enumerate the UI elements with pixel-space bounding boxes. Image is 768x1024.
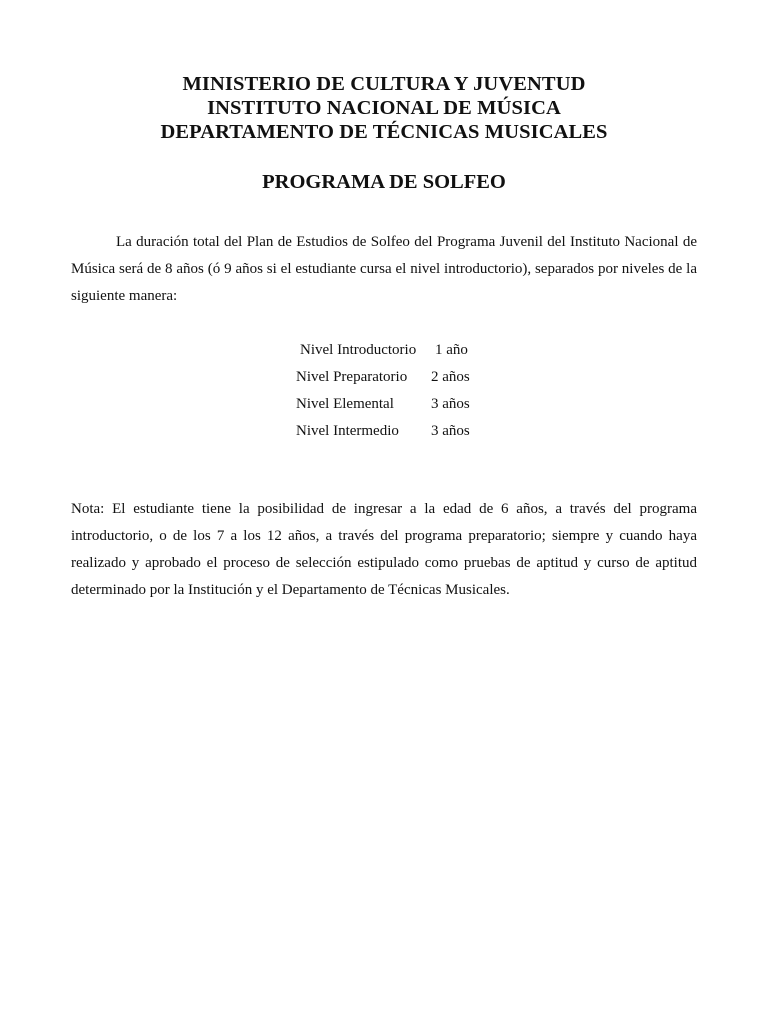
level-row — [296, 391, 496, 418]
document-header — [0, 72, 768, 144]
level-row — [296, 337, 496, 364]
level-name: Nivel Preparatorio — [296, 369, 408, 385]
program-title: PROGRAMA DE SOLFEO — [262, 171, 506, 193]
note-paragraph: Nota: El estudiante tiene la posibilidad de ingresar a la edad de 6 años, a través del programa introductorio, o de los 7 a los 12 años, a través del programa preparatorio; siempre y cuando haya realizado y aprobado el proceso de selección estipulado como pruebas de aptitud y curso de aptitud determinado por la Institución y el Departamento de Técnicas Musicales. — [71, 501, 697, 598]
levels-table — [296, 337, 496, 445]
level-duration: 3 años — [431, 423, 470, 439]
level-name: Nivel Intermedio — [296, 423, 399, 439]
level-row — [296, 364, 496, 391]
level-name: Nivel Elemental — [296, 396, 394, 412]
level-row — [296, 418, 496, 445]
level-name: Nivel Introductorio — [300, 342, 417, 358]
level-duration: 3 años — [431, 396, 470, 412]
level-duration: 2 años — [431, 369, 470, 385]
intro-paragraph: La duración total del Plan de Estudios de Solfeo del Programa Juvenil del Instituto Nacional de Música será de 8 años (ó 9 años si el estudiante cursa el nivel introductorio), separados por niveles de la siguiente manera: — [71, 234, 697, 304]
institute-heading: INSTITUTO NACIONAL DE MÚSICA — [207, 97, 561, 119]
department-heading: DEPARTAMENTO DE TÉCNICAS MUSICALES — [160, 121, 608, 143]
ministry-heading: MINISTERIO DE CULTURA Y JUVENTUD — [182, 73, 586, 95]
level-duration: 1 año — [435, 342, 468, 358]
